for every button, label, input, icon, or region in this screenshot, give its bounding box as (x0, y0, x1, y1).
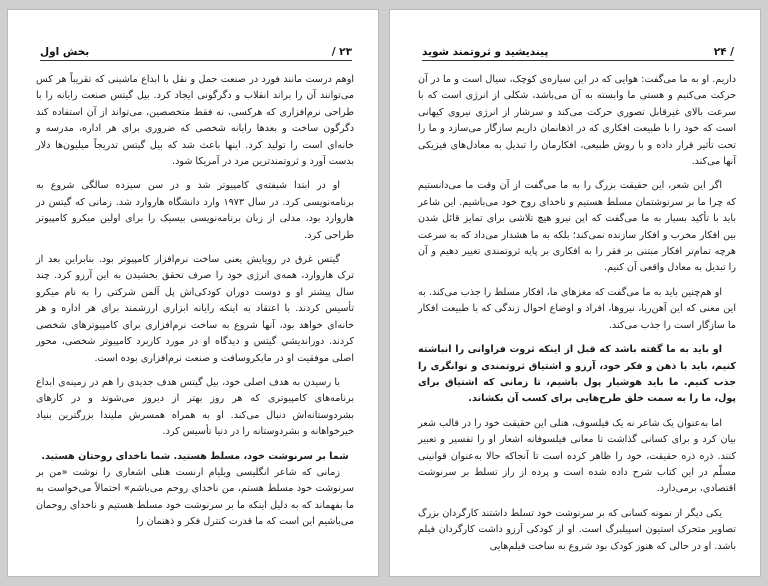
paragraph: اما به‌عنوان یک شاعر نه یک فیلسوف، هنلی این حقیقت خود را در قالب شعر بیان کرد و برای کسانی گذاشت تا معانی فیلسوفانه اشعار او را تفسیر و تعبیر کنند. ذره ذره حقیقت، خود را ظاهر کرده است تا آنجاکه حالا به‌عنوان قوانینی مسلّم در این کتاب شرح داده شده است و پرده از راز تسلط بر سرنوشت اقتصادی، برمی‌دارد. (418, 417, 736, 495)
right-header-title: پیندیشید و ثروتمند شوید (422, 46, 549, 58)
paragraph: گیتس غرق در رویایش یعنی ساخت نرم‌افزار کامپیوتر بود. بنابراین بعد از ترک هاروارد، همه‌ی انرژی خود را صرف تحقق بخشیدن به این آرزو کرد. چند سال پیشتر او و دوست دوران کودکی‌اش پل آلمن شرکتی را به نام میکرو تأسیس کردند. با اعتقاد به اینکه رایانه ابزاری ارزشمند برای هر اداره و هر خانه‌ای خواهد بود، آنها شروع به ساخت نرم‌افزاری برای کامپیوترهای شخصی کردند. دورانديشي گیتس و دیدگاه او در مورد کاربرد کامپیوتر شخصی، محور اصلی موفقیت او در مایکروسافت و صنعت نرم‌افزاری بوده است. (36, 254, 354, 364)
right-header-page-number: ۲۴ / (713, 46, 734, 58)
left-page-body (36, 72, 354, 539)
right-page-header (422, 46, 734, 61)
paragraph: زمانی که شاعر انگلیسی ویلیام ارنست هنلی اشعاری را نوشت «من بر سرنوشت خود مسلط هستم، من ناخدای روحم می‌باشم» احتمالاً می‌خواست به ما بفهماند که به دلیل اینکه ما بر سرنوشت خود مسلط هستیم و ناخدای روحمان می‌باشیم این است که ما قدرت کنترل فکر و ذهنمان را (36, 466, 354, 528)
paragraph: با رسیدن به هدف اصلی خود، بیل گیتس هدف جدیدی را هم در زمینه‌ی ابداع برنامه‌های کامپیوتری که هر روز بهتر از دیروز می‌شوند و در کارهای بشردوستانه‌اش دنبال می‌کند. او به همراه همسرش ملیندا بزرگترین بنیاد خیرخواهانه و بشردوستانه را در دنیا تأسیس کرد. (36, 376, 354, 438)
left-page-header (40, 46, 352, 61)
paragraph: او در ابتدا شیفته‌ی کامپیوتر شد و در سن سیزده سالگی شروع به برنامه‌نویسی کرد. در سال ۱۹۷۳ وارد دانشگاه هاروارد شد. زمانی که گیتس در هاروارد بود، مدلی از زبان برنامه‌نویسی بیسیک را برای اولین میکرو کامپیوتر طراحی کرد. (36, 180, 354, 241)
left-header-page-number: / ۲۳ (331, 46, 352, 58)
right-page-body (418, 72, 736, 563)
right-page (390, 10, 760, 576)
bold-heading: شما بر سرنوشت خود، مسلط هستید. شما ناخدای روحتان هستید. (41, 450, 349, 462)
paragraph: یکی دیگر از نمونه کسانی که بر سرنوشت خود تسلط داشتند کارگردان بزرگ تصاویر متحرک استیون اسپیلبرگ است. او از کودکی آرزو داشت کارگردان فیلم باشد. او در حالی که هنوز کودک بود شروع به ساخت فیلم‌هایی (418, 507, 736, 552)
paragraph: اوهم درست مانند فورد در صنعت حمل و نقل با ابداع ماشینی که تقریباً هر کس می‌توانند آن را براند انقلاب و دگرگونی ایجاد کرد. بیل گیتس صنعت رایانه را با طراحی نرم‌افزاری که هرکسی، نه فقط متخصصین، می‌تواند از آن استفاده کند دگرگون ساخت و بعدها رایانه شخصی که ضروری برای هر اداره، مدرسه و خانه‌ای است را تولید کرد. اینها باعث شد که بیل گیتس تدریجاً میلیون‌ها دلار بدست آورد و ثروتمندترین مرد در آمریکا شود. (36, 74, 354, 168)
paragraph: داریم. او به ما می‌گفت: هوایی که در این سیاره‌ی کوچک، سیال است و ما در آن حرکت می‌کنیم و هستی ما وابسته به آن می‌باشد، شکلی از انرژی است که با سرعت بالای غیرقابل تصوری حرکت می‌کند و سرشار از انرژی نیروی کیهانی است که خود را با طبیعت افکاری که در اذهانمان داریم سازگار می‌سازد و ما را تحت تأثیر قرار داده و با روش طبیعی، افکارمان را تبدیل به معادل‌های فیزیکی آنها می‌کند. (418, 74, 736, 168)
left-page (8, 10, 378, 576)
paragraph: اگر این شعر، این حقیقت بزرگ را به ما می‌گفت از آن وقت ما می‌دانستیم که چرا ما بر سرنوشتمان مسلط هستیم و ناخدای روح خود می‌باشیم. این شاعر باید با تأکید بسیار به ما می‌گفت که این نیرو هیچ تلاشی برای تمایز قائل شدن بین افکار مخرب و افکار سازنده نمی‌کند؛ بلکه به ما هشدار می‌داد که به سرعت هرچه تمام‌تر افکار مبتنی بر فقر را به افکاری بر پایه ثروتمندی تغییر دهیم و آن را تبدیل به معادل واقعی آن کنیم. (418, 180, 736, 274)
bold-paragraph: او باید به ما گفته باشد که قبل از اینکه ثروت فراوانی را انباشته کنیم، باید با ذهن و فکر خود، آرزو و اشتیاق ثروتمندی و توانگری را جذب کنیم. ما باید هوشیار پول باشیم، تا زمانی که اشتیاق برای پول، ما را به سمت خلق طرح‌هایی برای کسب آن بکشاند. (418, 344, 736, 405)
left-header-title: بخش اول (40, 46, 90, 58)
paragraph: او هم‌چنین باید به ما می‌گفت که مغزهای ما، افکار مسلط را جذب می‌کند. به این معنی که این آهن‌ربا، نیروها، افراد و اوضاع احوال زندگی که با طبیعت افکار ما سازگار است را جذب می‌کند. (418, 286, 736, 331)
